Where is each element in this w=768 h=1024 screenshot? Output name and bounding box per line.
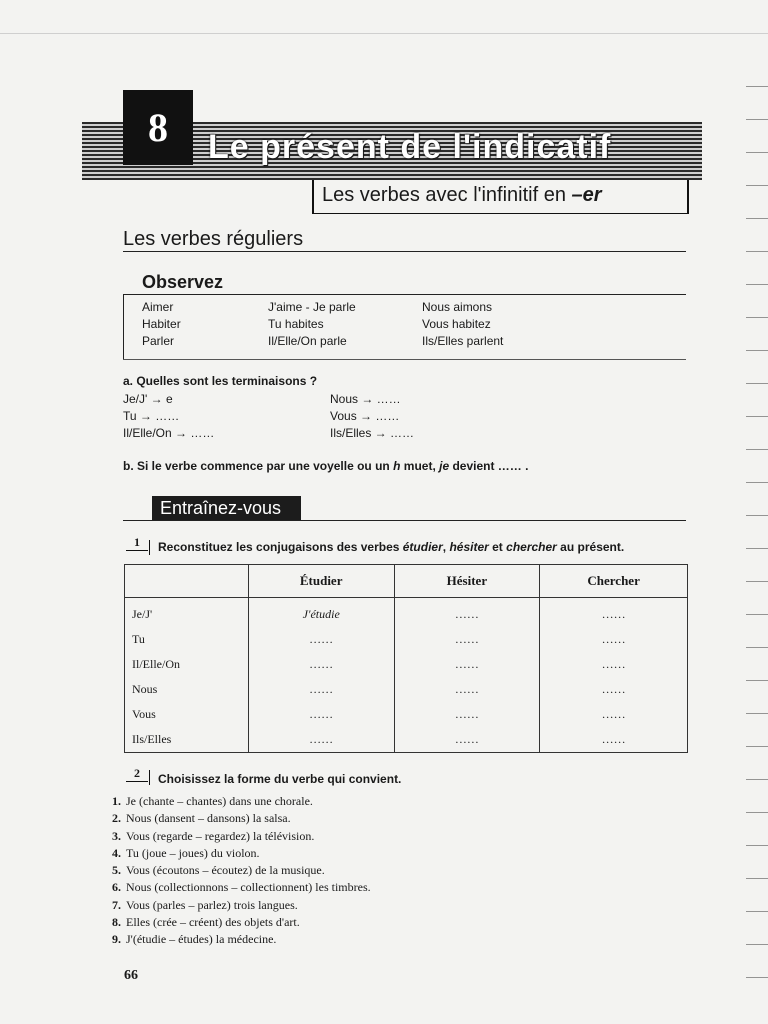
instruction-text: Reconstituez les conjugaisons des verbes <box>158 540 403 554</box>
exercise-2-marker <box>149 770 150 785</box>
plural-form: Ils/Elles parlent <box>422 334 504 348</box>
verb-name: hésiter <box>449 540 489 554</box>
question-b-h: h <box>393 459 401 473</box>
exercise-2-list <box>112 793 371 949</box>
answer-cell: J'étudie <box>248 598 394 628</box>
answer-cell: …… <box>540 652 688 677</box>
table-header-row <box>125 565 688 598</box>
table-row <box>125 627 688 652</box>
item-text: Tu (joue – joues) du violon. <box>126 845 260 860</box>
answer-cell: …… <box>540 598 688 628</box>
item-text: J'(étudie – études) la médecine. <box>126 932 277 947</box>
item-text: Nous (dansent – dansons) la salsa. <box>126 811 291 826</box>
ending-line: Tu → …… <box>123 409 180 423</box>
endings-right <box>330 391 414 442</box>
item-text: Vous (regarde – regardez) la télévision. <box>126 828 315 843</box>
ending-line: Vous → …… <box>330 409 400 423</box>
subtitle-text: Les verbes avec l'infinitif en <box>322 184 572 206</box>
singular-form: Il/Elle/On parle <box>268 334 347 348</box>
plural-form: Nous aimons <box>422 300 493 314</box>
ending-line: Je/J' → e <box>123 392 173 406</box>
list-item <box>112 828 371 845</box>
answer-cell: …… <box>540 727 688 753</box>
table-row <box>125 652 688 677</box>
answer-cell: …… <box>248 652 394 677</box>
list-item <box>112 862 371 879</box>
item-text: Je (chante – chantes) dans une chorale. <box>126 794 313 808</box>
exercise-1-number: 1 <box>126 535 148 551</box>
answer-cell: …… <box>248 677 394 702</box>
answer-cell: …… <box>394 677 540 702</box>
item-number: 9. <box>112 932 121 947</box>
exercise-2-instruction: Choisissez la forme du verbe qui convient. <box>158 772 402 786</box>
item-number: 7. <box>112 897 121 912</box>
conjugation-table <box>124 564 688 753</box>
question-b-je: je <box>439 459 450 473</box>
question-b <box>123 459 528 473</box>
instruction-text: et <box>488 540 507 554</box>
answer-cell: …… <box>394 652 540 677</box>
question-b-text: muet, <box>400 459 440 473</box>
answer-cell: …… <box>248 702 394 727</box>
pronoun-cell: Vous <box>125 702 249 727</box>
chapter-subtitle <box>322 184 602 207</box>
column-header: Hésiter <box>394 565 540 598</box>
observez-title: Observez <box>142 272 224 292</box>
item-text: Vous (écoutons – écoutez) de la musique. <box>126 863 325 878</box>
exercise-1-marker <box>149 540 150 555</box>
chapter-number: 8 <box>123 90 193 165</box>
ending-line: Ils/Elles → …… <box>330 426 415 440</box>
table-row <box>125 727 688 753</box>
list-item <box>112 931 371 948</box>
column-header: Étudier <box>248 565 394 598</box>
practice-rule <box>123 520 686 521</box>
item-number: 2. <box>112 811 121 826</box>
plural-form: Vous habitez <box>422 317 491 331</box>
chapter-title: Le présent de l'indicatif <box>208 128 612 166</box>
verb-name: étudier <box>402 540 443 554</box>
page-edge-marks <box>746 60 768 1000</box>
singular-form: J'aime - Je parle <box>268 300 356 314</box>
table-row <box>125 702 688 727</box>
item-number: 5. <box>112 863 121 878</box>
item-number: 4. <box>112 845 121 860</box>
item-text: Nous (collectionnons – collectionnent) les timbres. <box>126 880 371 895</box>
observez-bottom-rule <box>123 359 686 360</box>
answer-cell: …… <box>540 677 688 702</box>
top-scan-line <box>0 33 768 34</box>
question-b-text: devient …… . <box>449 459 529 473</box>
answer-cell: …… <box>540 702 688 727</box>
observez-top-rule <box>123 294 686 295</box>
plural-column <box>422 299 503 350</box>
pronoun-cell: Tu <box>125 627 249 652</box>
exercise-2-number: 2 <box>126 766 148 782</box>
infinitive: Habiter <box>142 317 181 331</box>
answer-cell: …… <box>394 727 540 753</box>
answer-cell: …… <box>394 627 540 652</box>
item-text: Elles (crée – créent) des objets d'art. <box>126 915 300 930</box>
item-number: 3. <box>112 828 121 843</box>
question-a: a. Quelles sont les terminaisons ? <box>123 374 318 388</box>
list-item <box>112 810 371 827</box>
singular-column <box>268 299 356 350</box>
subtitle-ending: –er <box>571 184 602 206</box>
pronoun-cell: Nous <box>125 677 249 702</box>
pronoun-cell: Je/J' <box>125 598 249 628</box>
item-text: Vous (parles – parlez) trois langues. <box>126 897 298 912</box>
list-item <box>112 879 371 896</box>
observez-left-rule <box>123 294 124 359</box>
answer-cell: …… <box>394 702 540 727</box>
instruction-text: , <box>442 540 450 554</box>
item-number: 1. <box>112 794 121 808</box>
infinitive: Aimer <box>142 300 174 314</box>
column-header <box>125 565 249 598</box>
instruction-text: au présent. <box>556 540 625 554</box>
singular-form: Tu habites <box>268 317 324 331</box>
item-number: 6. <box>112 880 121 895</box>
pronoun-cell: Ils/Elles <box>125 727 249 753</box>
ending-line: Il/Elle/On → …… <box>123 426 215 440</box>
answer-cell: …… <box>394 598 540 628</box>
pronoun-cell: Il/Elle/On <box>125 652 249 677</box>
ending-line: Nous → …… <box>330 392 401 406</box>
answer-cell: …… <box>248 727 394 753</box>
item-number: 8. <box>112 915 121 930</box>
answer-cell: …… <box>540 627 688 652</box>
exercise-1-instruction <box>158 540 624 554</box>
section-rule <box>123 251 686 252</box>
section-heading: Les verbes réguliers <box>123 228 304 250</box>
list-item <box>112 793 371 810</box>
practice-heading: Entraînez-vous <box>152 496 301 520</box>
table-row <box>125 677 688 702</box>
endings-left <box>123 391 214 442</box>
list-item <box>112 845 371 862</box>
column-header: Chercher <box>540 565 688 598</box>
table-row <box>125 598 688 628</box>
infinitive-column <box>142 299 181 350</box>
answer-cell: …… <box>248 627 394 652</box>
question-b-text: b. Si le verbe commence par une voyelle ou un <box>123 459 394 473</box>
page-number: 66 <box>124 968 138 983</box>
list-item <box>112 914 371 931</box>
list-item <box>112 897 371 914</box>
infinitive: Parler <box>142 334 175 348</box>
verb-name: chercher <box>506 540 557 554</box>
